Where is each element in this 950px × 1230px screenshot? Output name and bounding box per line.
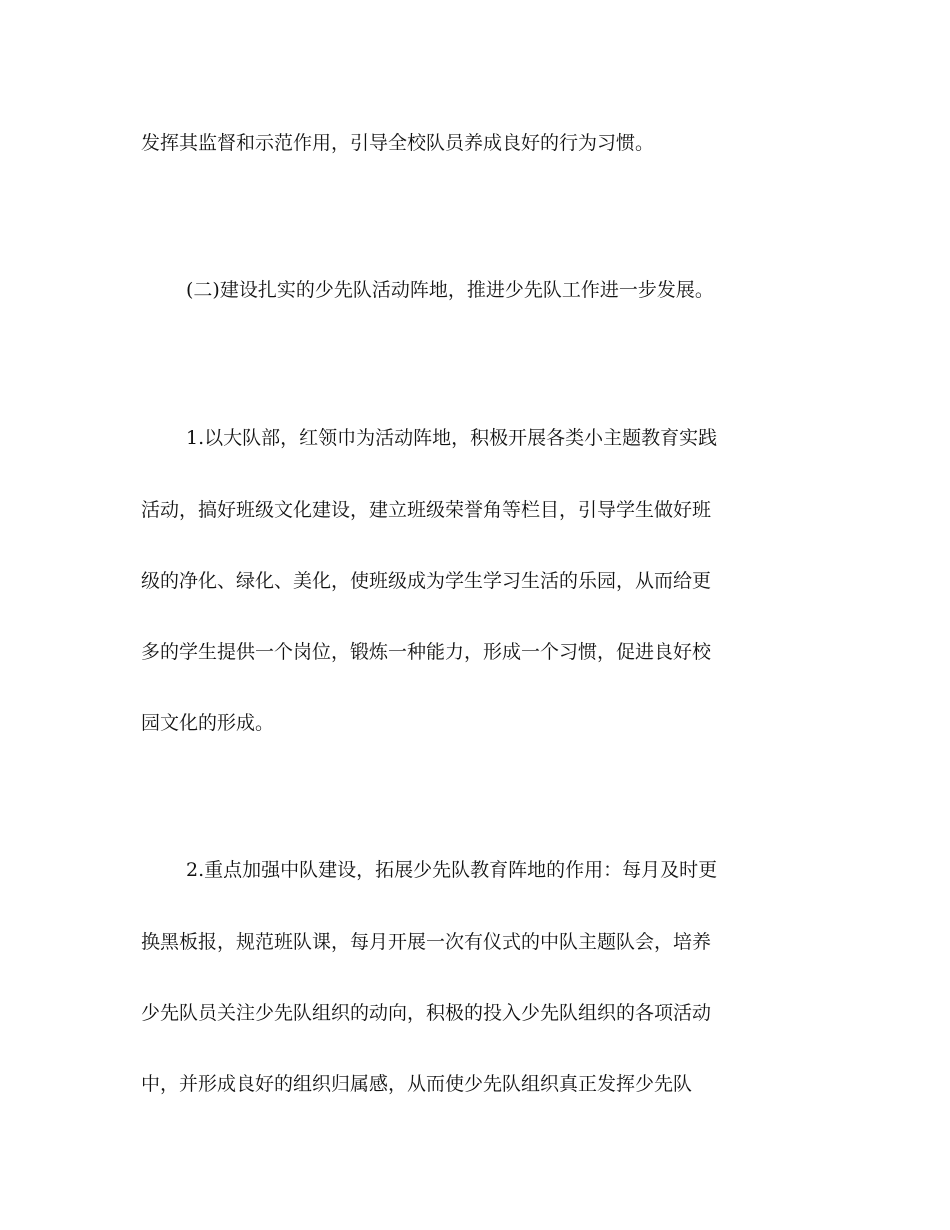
paragraph-line: 少先队员关注少先队组织的动向，积极的投入少先队组织的各项活动 [141, 1002, 712, 1024]
paragraph-line: 中，并形成良好的组织归属感，从而使少先队组织真正发挥少先队 [141, 1073, 693, 1095]
paragraph-line: 2.重点加强中队建设，拓展少先队教育阵地的作用：每月及时更 [186, 859, 718, 881]
paragraph-line: 1.以大队部，红领巾为活动阵地，积极开展各类小主题教育实践 [186, 427, 718, 449]
paragraph-line: 多的学生提供一个岗位，锻炼一种能力，形成一个习惯，促进良好校 [141, 641, 712, 663]
paragraph-line: 换黑板报，规范班队课，每月开展一次有仪式的中队主题队会，培养 [141, 931, 712, 953]
paragraph-line: 活动，搞好班级文化建设，建立班级荣誉角等栏目，引导学生做好班 [141, 499, 712, 521]
paragraph-line: 园文化的形成。 [141, 712, 275, 734]
paragraph-line: 发挥其监督和示范作用，引导全校队员养成良好的行为习惯。 [141, 132, 655, 154]
section-heading: (二)建设扎实的少先队活动阵地，推进少先队工作进一步发展。 [186, 279, 714, 301]
paragraph-line: 级的净化、绿化、美化，使班级成为学生学习生活的乐园，从而给更 [141, 570, 712, 592]
